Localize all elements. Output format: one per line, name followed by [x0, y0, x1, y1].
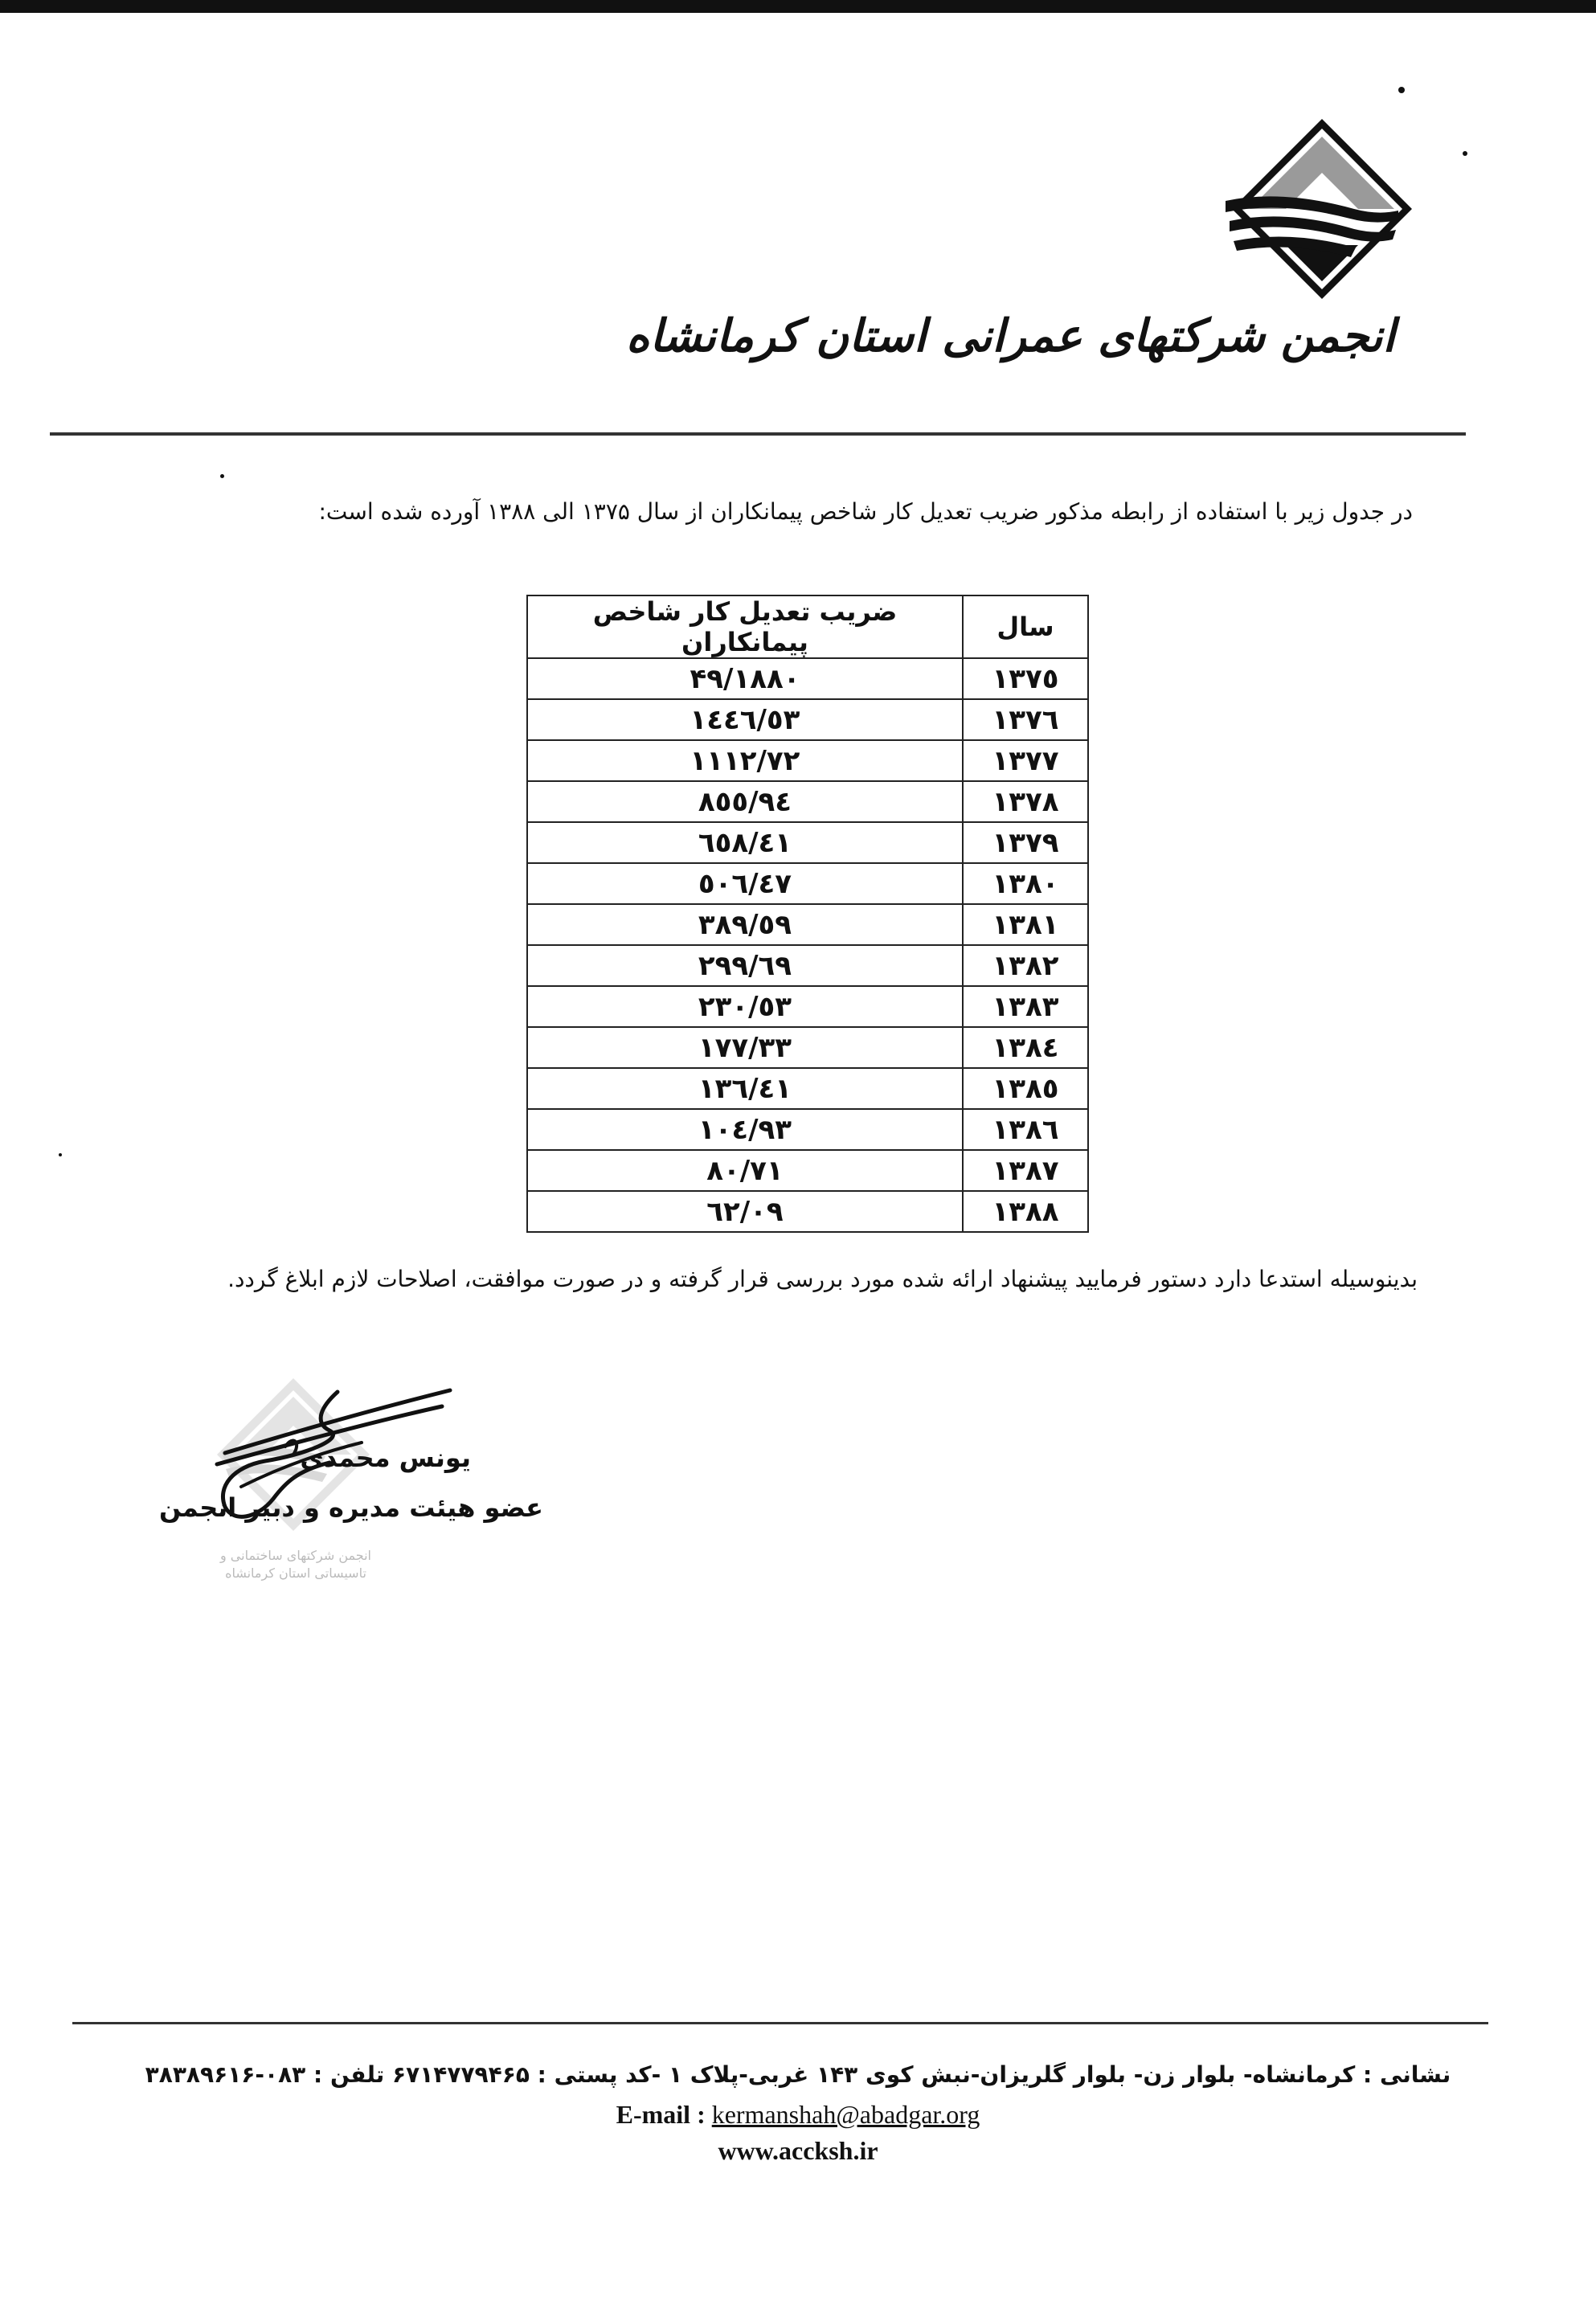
- footer-website[interactable]: www.accksh.ir: [718, 2136, 878, 2165]
- stamp-text: انجمن شرکتهای ساختمانی و تاسیساتی استان کرمانشاه: [219, 1548, 371, 1581]
- table-row: [527, 863, 1088, 904]
- table-row: [527, 658, 1088, 699]
- coefficient-cell: ٥٠٦/٤٧: [527, 863, 963, 904]
- table-row: [527, 986, 1088, 1027]
- handwritten-signature: [209, 1366, 466, 1527]
- table-row: [527, 1109, 1088, 1150]
- year-cell: ١٣٧٩: [963, 822, 1088, 863]
- year-cell: ١٣٨٧: [963, 1150, 1088, 1191]
- coefficient-cell: ١٧٧/٣٣: [527, 1027, 963, 1068]
- scan-top-edge: [0, 0, 1596, 13]
- email-label: E-mail :: [616, 2100, 706, 2129]
- coefficient-cell: ١٤٤٦/٥٣: [527, 699, 963, 740]
- scan-speck: [1398, 87, 1405, 93]
- table-row: [527, 1150, 1088, 1191]
- year-cell: ١٣٨٤: [963, 1027, 1088, 1068]
- table-row: [527, 1068, 1088, 1109]
- organization-name: انجمن شرکتهای عمرانی استان کرمانشاه: [625, 309, 1395, 362]
- year-cell: ١٣٧٥: [963, 658, 1088, 699]
- coefficient-cell: ٢٩٩/٦٩: [527, 945, 963, 986]
- coefficient-cell: ٣٨٩/٥٩: [527, 904, 963, 945]
- footer-address: نشانی : کرمانشاه- بلوار زن- بلوار گلریزان-نبش کوی ۱۴۳ غربی-پلاک ۱ -کد پستی : ۶۷۱۴۷۷۹۴۶۵ تلفن : ۰۸۳-۳۸۳۸۹۶۱۶: [145, 2061, 1451, 2088]
- table-row: [527, 781, 1088, 822]
- year-cell: ١٣٧٧: [963, 740, 1088, 781]
- year-cell: ١٣٨٠: [963, 863, 1088, 904]
- coefficient-cell: ١٨٨٠/۴٩: [527, 658, 963, 699]
- year-cell: ١٣٨١: [963, 904, 1088, 945]
- scan-speck: [59, 1153, 62, 1156]
- coefficient-cell: ٨٠/٧١: [527, 1150, 963, 1191]
- year-cell: ١٣٨٦: [963, 1109, 1088, 1150]
- coefficient-cell: ١١١٢/٧٢: [527, 740, 963, 781]
- coefficient-cell: ٨٥٥/٩٤: [527, 781, 963, 822]
- table-row: [527, 740, 1088, 781]
- year-cell: ١٣٨٢: [963, 945, 1088, 986]
- adjustment-coefficient-table: [526, 595, 1089, 1233]
- table-row: [527, 904, 1088, 945]
- table-row: [527, 822, 1088, 863]
- signer-title: عضو هیئت مدیره و دبیر انجمن: [158, 1492, 543, 1523]
- scan-speck: [1463, 151, 1467, 156]
- year-cell: ١٣٧٨: [963, 781, 1088, 822]
- closing-paragraph: بدینوسیله استدعا دارد دستور فرمایید پیشنهاد ارائه شده مورد بررسی قرار گرفته و در صورت موافقت، اصلاحات لازم ابلاغ گردد.: [227, 1266, 1418, 1292]
- email-link[interactable]: kermanshah@abadgar.org: [711, 2100, 980, 2129]
- year-cell: ١٣٨٣: [963, 986, 1088, 1027]
- table-header-row: [527, 595, 1088, 658]
- year-column-header: سال: [963, 595, 1088, 658]
- coefficient-cell: ٢٣٠/٥٣: [527, 986, 963, 1027]
- table-row: [527, 699, 1088, 740]
- organization-logo: [1226, 113, 1418, 305]
- header-divider: [50, 432, 1466, 436]
- year-cell: ١٣٧٦: [963, 699, 1088, 740]
- coefficient-cell: ١٣٦/٤١: [527, 1068, 963, 1109]
- coefficient-cell: ٦٥٨/٤١: [527, 822, 963, 863]
- footer-email-line: [0, 2100, 1596, 2130]
- table-row: [527, 1027, 1088, 1068]
- table-row: [527, 945, 1088, 986]
- year-cell: ١٣٨٨: [963, 1191, 1088, 1232]
- table-row: [527, 1191, 1088, 1232]
- footer-divider: [72, 2022, 1488, 2024]
- intro-paragraph: در جدول زیر با استفاده از رابطه مذکور ضریب تعدیل کار شاخص پیمانکاران از سال ۱۳۷۵ الی ۱۳۸۸ آورده شده است:: [318, 498, 1413, 525]
- signer-name: یونس محمدی: [300, 1443, 471, 1473]
- coefficient-cell: ٦٢/٠٩: [527, 1191, 963, 1232]
- coefficient-column-header: ضریب تعدیل کار شاخص پیمانکاران: [527, 595, 963, 658]
- coefficient-cell: ١٠٤/٩٣: [527, 1109, 963, 1150]
- year-cell: ١٣٨٥: [963, 1068, 1088, 1109]
- scan-speck: [220, 474, 224, 478]
